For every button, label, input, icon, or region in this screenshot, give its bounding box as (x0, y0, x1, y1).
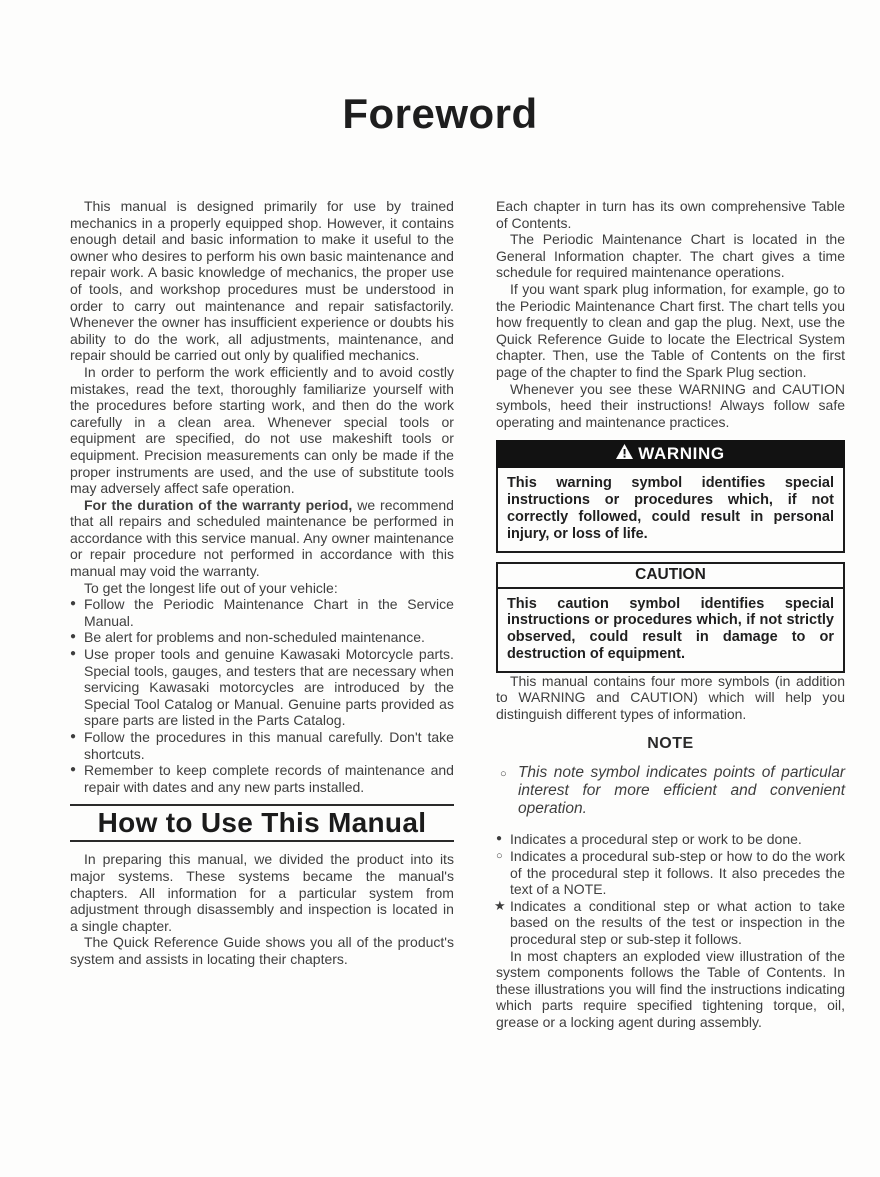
right-column (493, 198, 845, 1031)
list-item-text: Follow the procedures in this manual carefully. Don't take shortcuts. (84, 729, 454, 762)
caution-title: CAUTION (498, 564, 843, 589)
circle-bullet-icon: ○ (499, 768, 507, 781)
warranty-paragraph (70, 497, 454, 580)
legend-item (496, 848, 845, 898)
spark-plug-example-paragraph: If you want spark plug information, for example, go to the Periodic Maintenance Chart first. The chart tells you how frequently to clean and gap the plug. Next, use the Quick Reference Guide to locate the Electrical System chapter. Then, use the Table of Contents on the first page of the chapter to find the Spark Plug section. (495, 280, 845, 380)
warranty-bold-text: For the duration of the warranty period, (84, 496, 353, 513)
list-item (70, 646, 454, 729)
warning-triangle-icon (616, 444, 633, 464)
legend-item (496, 831, 845, 848)
symbols-heed-paragraph: Whenever you see these WARNING and CAUTION symbols, heed their instructions! Always follow safe operating and maintenance practices. (495, 380, 845, 430)
star-bullet-icon: ★ (493, 897, 506, 913)
exploded-view-paragraph: In most chapters an exploded view illustration of the system components follows the Table of Contents. In these illustrations you will find the instructions indicating which parts require specified tightening torque, oil, grease or a locking agent during assembly. (495, 947, 845, 1030)
four-symbols-paragraph: This manual contains four more symbols (in addition to WARNING and CAUTION) which will help you distinguish different types of information. (495, 672, 845, 722)
heading-rule-top (70, 804, 454, 806)
list-item-text: Remember to keep complete records of maintenance and repair with dates and any new parts installed. (84, 762, 454, 795)
chapter-toc-paragraph: Each chapter in turn has its own comprehensive Table of Contents. (495, 198, 845, 231)
caution-body-text: This caution symbol identifies special instructions or procedures which, if not strictly observed, could result in damage to or destruction of equipment. (506, 595, 834, 662)
section-heading-block (70, 804, 454, 842)
section-heading: How to Use This Manual (97, 807, 427, 839)
dot-bullet-icon: ● (70, 631, 77, 643)
list-item (70, 729, 454, 762)
list-item (70, 762, 454, 795)
warning-box (496, 440, 845, 552)
vehicle-life-intro: To get the longest life out of your vehicle: (84, 579, 338, 596)
dot-bullet-icon: ● (70, 731, 77, 742)
usage-paragraph-2: The Quick Reference Guide shows you all of the product's system and assists in locating their chapters. (70, 934, 454, 967)
left-column (70, 198, 454, 1031)
note-symbol-item (496, 764, 845, 818)
warranty-rest-text: we recommend that all repairs and scheduled maintenance be performed in accordance with this service manual. Any owner maintenance or repair procedure not performed in accordance with this manual may void the warranty. (70, 496, 454, 580)
list-item-text: Be alert for problems and non-scheduled maintenance. (84, 629, 425, 646)
list-item-text: Use proper tools and genuine Kawasaki Motorcycle parts. Special tools, gauges, and testers that are necessary when servicing Kawasaki motorcycles are introduced by the Special Tool Catalog or Manual. Genuine parts provided as spare parts are listed in the Parts Catalog. (84, 646, 454, 729)
list-item (70, 629, 454, 646)
page-title: Foreword (342, 90, 538, 137)
two-column-layout (0, 198, 880, 1031)
legend-item-text: Indicates a procedural sub-step or how to do the work of the procedural step it follows. It also precedes the text of a NOTE. (509, 848, 845, 898)
symbol-legend (493, 831, 845, 948)
legend-item-text: Indicates a conditional step or what action to take based on the results of the test or inspection in the procedural step or sub-step it follows. (509, 897, 845, 948)
dot-bullet-icon: ● (70, 598, 77, 610)
dot-bullet-icon: ● (70, 648, 77, 660)
warning-body-text: This warning symbol identifies special instructions or procedures which, if not correctly followed, could result in personal injury, or loss of life. (496, 468, 845, 552)
caution-box (496, 562, 845, 673)
list-item (70, 596, 454, 629)
legend-item-text: Indicates a procedural step or work to be done. (509, 831, 802, 848)
list-item-text: Follow the Periodic Maintenance Chart in the Service Manual. (84, 596, 454, 629)
usage-paragraph-1: In preparing this manual, we divided the product into its major systems. These systems became the manual's chapters. All information for a particular system from adjustment through disassembly and inspection is located in a single chapter. (70, 851, 454, 934)
heading-rule-bottom (70, 840, 454, 842)
intro-paragraph-2: In order to perform the work efficiently and to avoid costly mistakes, read the text, thoroughly familiarize yourself with the procedures before starting work, and then do the work carefully in a clean area. Whenever special tools or equipment are specified, do not use makeshift tools or equipment. Precision measurements can only be made if the proper instruments are used, and the use of substitute tools may adversely affect safe operation. (70, 363, 454, 497)
note-text: This note symbol indicates points of particular interest for more efficient and convenient operation. (517, 764, 845, 818)
legend-item (493, 897, 845, 948)
dot-bullet-icon: ● (70, 764, 77, 776)
note-heading: NOTE (647, 735, 694, 753)
warning-title: WARNING (638, 444, 725, 464)
intro-paragraph-1: This manual is designed primarily for use by trained mechanics in a properly equipped shop. However, it contains enough detail and basic information to make it useful to the owner who desires to perform his own basic maintenance and repair work. A basic knowledge of mechanics, the proper use of tools, and workshop procedures must be understood in order to carry out maintenance and repair satisfactorily. Whenever the owner has insufficient experience or doubts his ability to do the work, all adjustments, maintenance, and repair should be carried out only by qualified mechanics. (70, 198, 454, 364)
maintenance-chart-paragraph: The Periodic Maintenance Chart is located in the General Information chapter. The chart gives a time schedule for required maintenance operations. (495, 231, 845, 281)
warning-header-bar (496, 440, 845, 468)
circle-bullet-icon: ○ (495, 850, 503, 863)
dot-bullet-icon: ● (495, 833, 502, 845)
